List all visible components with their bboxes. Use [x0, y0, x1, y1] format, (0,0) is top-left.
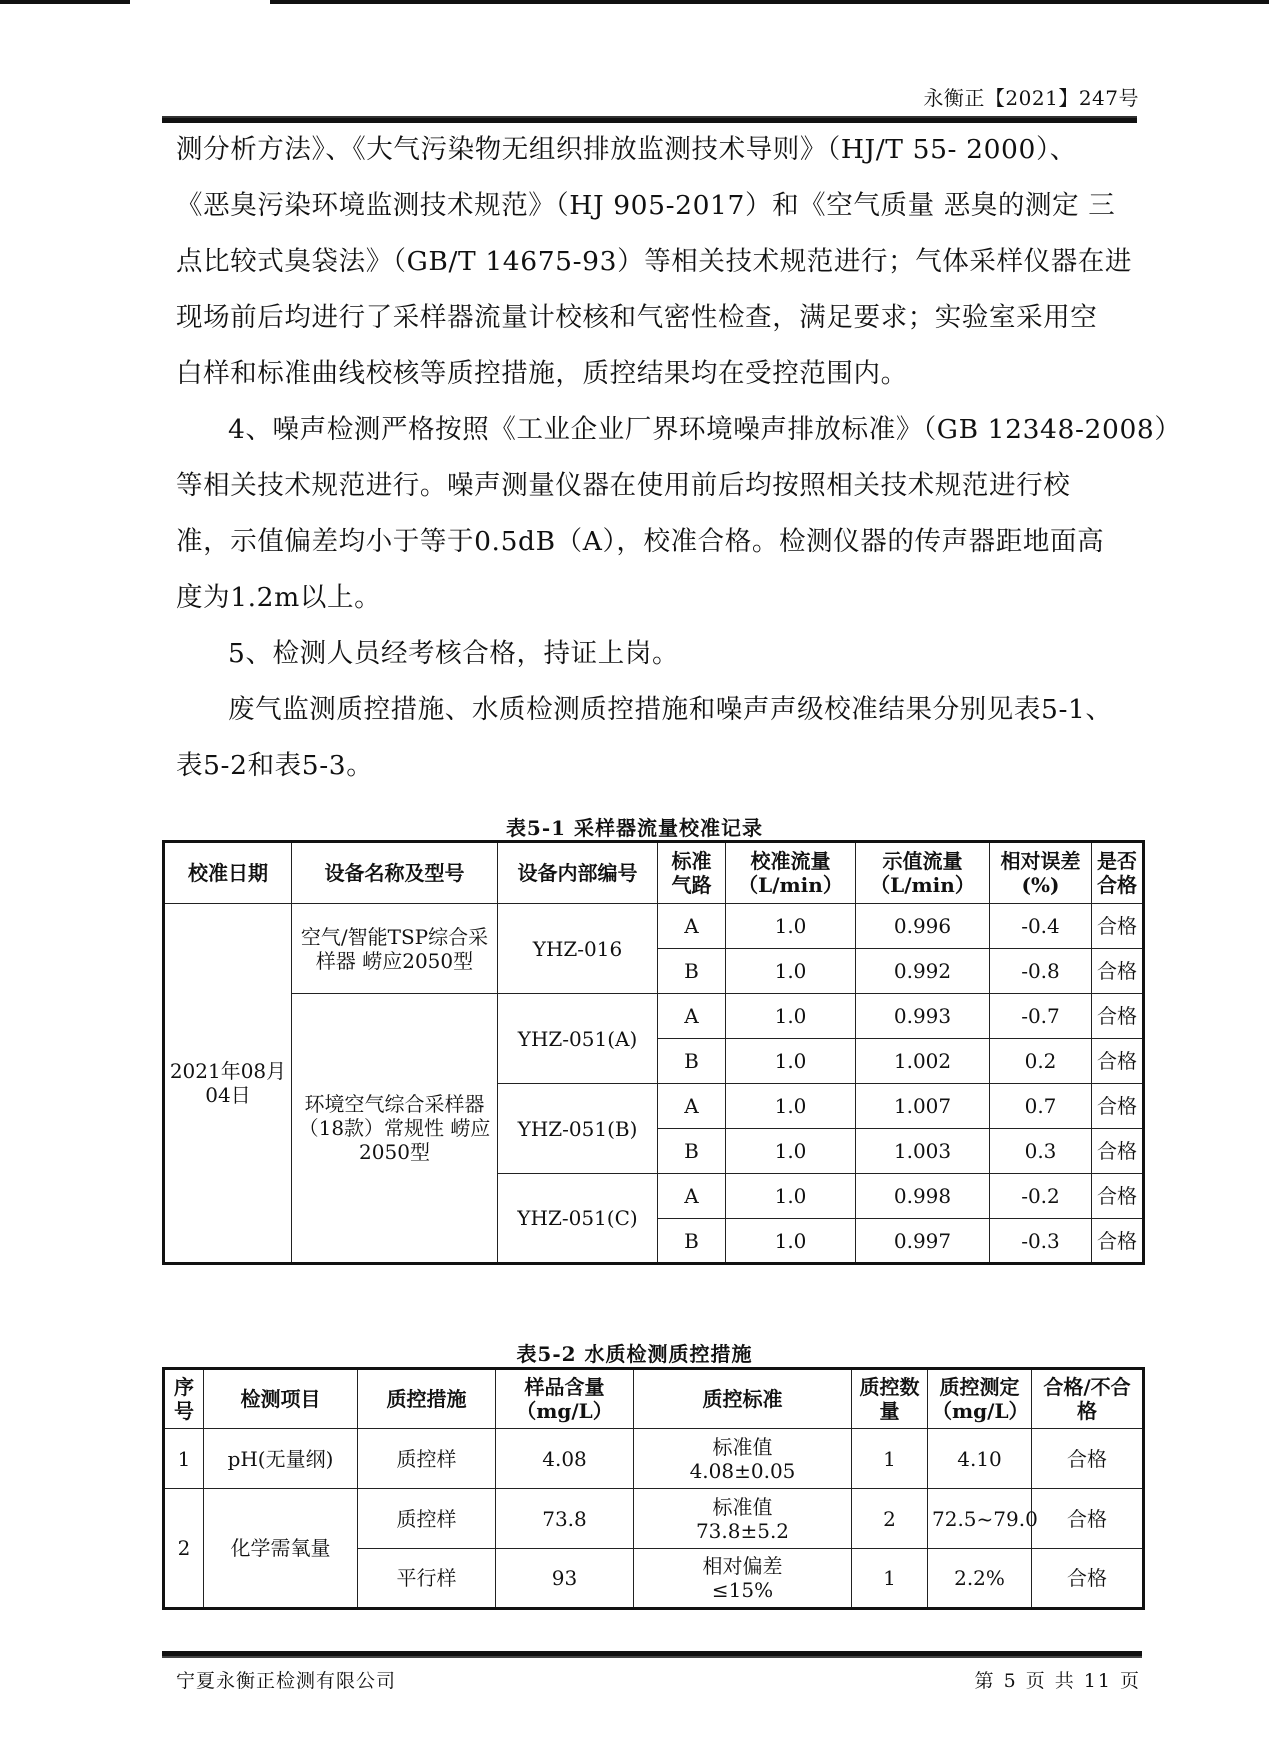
sampler-flow-calibration-table: [162, 840, 1145, 1265]
qc-result-cell: 2.2%: [928, 1549, 1032, 1609]
table-5-1-caption: 表5-1 采样器流量校准记录: [505, 816, 764, 840]
pass-cell: 合格: [1092, 949, 1144, 994]
gas-path-cell: A: [658, 904, 726, 949]
qc-measure-cell: 质控样: [358, 1489, 496, 1549]
calibration-flow-cell: 1.0: [726, 994, 856, 1039]
relative-error-cell: -0.8: [990, 949, 1092, 994]
table-row: [164, 1489, 1144, 1549]
qc-result-cell: 72.5~79.0: [928, 1489, 1032, 1549]
header-cell: 标准气路: [658, 842, 726, 904]
header-cell: 质控措施: [358, 1369, 496, 1429]
sample-content-cell: 73.8: [496, 1489, 634, 1549]
body-paragraphs: [176, 122, 1182, 794]
paragraph-line: 点比较式臭袋法》（GB/T 14675-93）等相关技术规范进行；气体采样仪器在进: [176, 246, 1132, 277]
test-item-cell: pH(无量纲): [204, 1429, 358, 1489]
pass-cell: 合格: [1092, 904, 1144, 949]
header-cell: 设备内部编号: [498, 842, 658, 904]
header-cell: 样品含量（mg/L）: [496, 1369, 634, 1429]
qc-standard-cell: [634, 1429, 852, 1489]
table-row: [164, 1429, 1144, 1489]
pass-cell: 合格: [1092, 1129, 1144, 1174]
relative-error-cell: 0.3: [990, 1129, 1092, 1174]
gas-path-cell: A: [658, 1174, 726, 1219]
pass-cell: 合格: [1032, 1489, 1144, 1549]
paragraph-line: 等相关技术规范进行。噪声测量仪器在使用前后均按照相关技术规范进行校: [176, 470, 1071, 501]
qc-standard-value: ≤15%: [711, 1578, 774, 1602]
pass-cell: 合格: [1032, 1429, 1144, 1489]
scan-edge-gap: [130, 0, 270, 4]
relative-error-cell: -0.4: [990, 904, 1092, 949]
pass-cell: 合格: [1092, 994, 1144, 1039]
paragraph-line: 白样和标准曲线校核等质控措施，质控结果均在受控范围内。: [176, 358, 908, 389]
water-quality-qc-table: [162, 1367, 1145, 1610]
footer-rule: [162, 1651, 1142, 1658]
paragraph-line: 5、检测人员经考核合格，持证上岗。: [228, 638, 680, 669]
header-cell: 示值流量（L/min）: [856, 842, 990, 904]
device-id-cell: YHZ-051(A): [498, 994, 658, 1084]
gas-path-cell: A: [658, 1084, 726, 1129]
qc-standard-label: 标准值: [712, 1494, 773, 1519]
header-cell: 合格/不合格: [1032, 1369, 1144, 1429]
gas-path-cell: A: [658, 994, 726, 1039]
calibration-flow-cell: 1.0: [726, 1084, 856, 1129]
indicated-flow-cell: 1.002: [856, 1039, 990, 1084]
paragraph-line: 准，示值偏差均小于等于0.5dB（A），校准合格。检测仪器的传声器距地面高: [176, 526, 1105, 557]
header-cell: 校准流量（L/min）: [726, 842, 856, 904]
sequence-cell: 1: [164, 1429, 204, 1489]
device-id-cell: YHZ-051(B): [498, 1084, 658, 1174]
calibration-flow-cell: 1.0: [726, 1174, 856, 1219]
qc-measure-cell: 平行样: [358, 1549, 496, 1609]
device-name-cell: 环境空气综合采样器（18款）常规性 崂应2050型: [292, 994, 498, 1264]
qc-standard-value: 4.08±0.05: [689, 1458, 796, 1483]
header-cell: 是否合格: [1092, 842, 1144, 904]
header-cell: 质控标准: [634, 1369, 852, 1429]
indicated-flow-cell: 1.003: [856, 1129, 990, 1174]
header-cell: 检测项目: [204, 1369, 358, 1429]
paragraph-line: 现场前后均进行了采样器流量计校核和气密性检查，满足要求；实验室采用空: [176, 302, 1098, 333]
relative-error-cell: -0.3: [990, 1219, 1092, 1264]
gas-path-cell: B: [658, 1039, 726, 1084]
pass-cell: 合格: [1032, 1549, 1144, 1609]
header-cell: 序号: [164, 1369, 204, 1429]
header-cell: 质控数量: [852, 1369, 928, 1429]
header-cell: 相对误差(%): [990, 842, 1092, 904]
relative-error-cell: -0.2: [990, 1174, 1092, 1219]
table-header-row: [164, 1369, 1144, 1429]
qc-count-cell: 1: [852, 1549, 928, 1609]
header-cell: 设备名称及型号: [292, 842, 498, 904]
pass-cell: 合格: [1092, 1039, 1144, 1084]
calibration-flow-cell: 1.0: [726, 949, 856, 994]
page-number: 第 5 页 共 11 页: [974, 1670, 1141, 1692]
indicated-flow-cell: 0.998: [856, 1174, 990, 1219]
indicated-flow-cell: 0.997: [856, 1219, 990, 1264]
table-row: [164, 994, 1144, 1039]
indicated-flow-cell: 0.992: [856, 949, 990, 994]
qc-standard-label: 相对偏差: [702, 1554, 783, 1578]
sequence-cell: 2: [164, 1489, 204, 1609]
calibration-flow-cell: 1.0: [726, 1039, 856, 1084]
paragraph-line: 4、噪声检测严格按照《工业企业厂界环境噪声排放标准》（GB 12348-2008）: [228, 414, 1182, 445]
sample-content-cell: 4.08: [496, 1429, 634, 1489]
device-name-cell: 空气/智能TSP综合采样器 崂应2050型: [292, 904, 498, 994]
calibration-flow-cell: 1.0: [726, 1129, 856, 1174]
qc-standard-cell: [634, 1489, 852, 1549]
pass-cell: 合格: [1092, 1174, 1144, 1219]
indicated-flow-cell: 1.007: [856, 1084, 990, 1129]
device-id-cell: YHZ-016: [498, 904, 658, 994]
table-5-2-caption: 表5-2 水质检测质控措施: [516, 1342, 753, 1366]
paragraph-line: 测分析方法》、《大气污染物无组织排放监测技术导则》（HJ/T 55- 2000）、: [176, 134, 1077, 165]
calibration-date-cell: 2021年08月04日: [164, 904, 292, 1264]
qc-count-cell: 2: [852, 1489, 928, 1549]
qc-standard-cell: [634, 1549, 852, 1609]
relative-error-cell: 0.7: [990, 1084, 1092, 1129]
pass-cell: 合格: [1092, 1084, 1144, 1129]
paragraph-line: 度为1.2m以上。: [176, 582, 382, 613]
qc-measure-cell: 质控样: [358, 1429, 496, 1489]
company-name: 宁夏永衡正检测有限公司: [176, 1670, 397, 1692]
sample-content-cell: 93: [496, 1549, 634, 1609]
paragraph-line: 《恶臭污染环境监测技术规范》（HJ 905-2017）和《空气质量 恶臭的测定 三: [176, 190, 1116, 221]
document-reference-number: 永衡正【2021】247号: [923, 86, 1139, 110]
gas-path-cell: B: [658, 949, 726, 994]
qc-standard-label: 标准值: [712, 1434, 773, 1459]
calibration-flow-cell: 1.0: [726, 1219, 856, 1264]
calibration-flow-cell: 1.0: [726, 904, 856, 949]
table-header-row: [164, 842, 1144, 904]
test-item-cell: 化学需氧量: [204, 1489, 358, 1609]
qc-count-cell: 1: [852, 1429, 928, 1489]
relative-error-cell: 0.2: [990, 1039, 1092, 1084]
relative-error-cell: -0.7: [990, 994, 1092, 1039]
paragraph-line: 表5-2和表5-3。: [176, 750, 374, 781]
gas-path-cell: B: [658, 1219, 726, 1264]
qc-result-cell: 4.10: [928, 1429, 1032, 1489]
paragraph-line: 废气监测质控措施、水质检测质控措施和噪声声级校准结果分别见表5-1、: [228, 694, 1113, 725]
indicated-flow-cell: 0.996: [856, 904, 990, 949]
header-cell: 质控测定（mg/L）: [928, 1369, 1032, 1429]
qc-standard-value: 73.8±5.2: [695, 1518, 790, 1543]
gas-path-cell: B: [658, 1129, 726, 1174]
pass-cell: 合格: [1092, 1219, 1144, 1264]
device-id-cell: YHZ-051(C): [498, 1174, 658, 1264]
indicated-flow-cell: 0.993: [856, 994, 990, 1039]
header-cell: 校准日期: [164, 842, 292, 904]
table-row: [164, 904, 1144, 949]
